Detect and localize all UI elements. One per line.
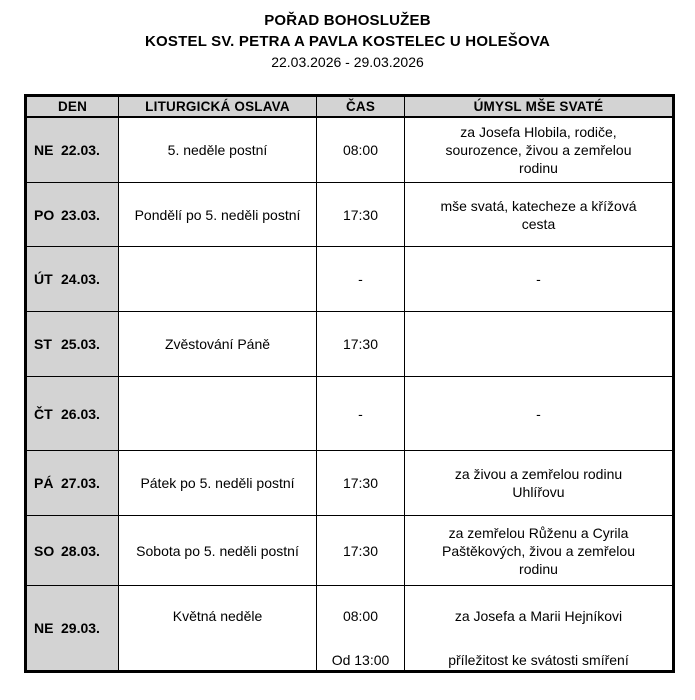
day-abbreviation: PÁ	[34, 475, 54, 491]
intention-cell: za živou a zemřelou rodinu Uhlířovu	[405, 451, 674, 516]
time-cell: -	[317, 247, 405, 312]
celebration-cell	[119, 586, 317, 672]
column-header-intention: ÚMYSL MŠE SVATÉ	[405, 96, 674, 117]
schedule-table	[24, 94, 675, 673]
intention-cell: za zemřelou Růženu a Cyrila Paštěkových, živou a zemřelou rodinu	[405, 516, 674, 586]
celebration-cell: Pondělí po 5. neděli postní	[119, 183, 317, 247]
table-row	[26, 586, 674, 672]
celebration-secondary	[119, 646, 316, 670]
day-abbreviation: NE	[34, 141, 54, 158]
time-cell: 17:30	[317, 516, 405, 586]
intention-cell: -	[405, 377, 674, 451]
day-date: 26.03.	[61, 405, 100, 422]
day-abbreviation: SO	[34, 542, 55, 559]
document-header	[0, 0, 695, 73]
time-primary: 08:00	[342, 608, 379, 624]
day-cell	[26, 183, 119, 247]
time-cell: 17:30	[317, 312, 405, 377]
church-name: KOSTEL SV. PETRA A PAVLA KOSTELEC U HOLEŠOVA	[145, 33, 550, 50]
intention-cell: mše svatá, katecheze a křížová cesta	[405, 183, 674, 247]
day-date: 23.03.	[61, 206, 100, 223]
celebration-cell	[119, 377, 317, 451]
table-row	[26, 183, 674, 247]
time-secondary: Od 13:00	[331, 652, 390, 668]
column-header-time: ČAS	[317, 96, 405, 117]
day-cell	[26, 117, 119, 183]
document-title: POŘAD BOHOSLUŽEB	[264, 12, 431, 29]
day-abbreviation: PO	[34, 206, 55, 223]
date-range: 22.03.2026 - 29.03.2026	[271, 54, 424, 70]
time-cell: 17:30	[317, 183, 405, 247]
column-header-day: DEN	[26, 96, 119, 117]
table-row	[26, 377, 674, 451]
table-row	[26, 312, 674, 377]
intention-cell: -	[405, 247, 674, 312]
day-date: 22.03.	[61, 141, 100, 158]
day-cell	[26, 586, 119, 672]
table-header-row	[26, 96, 674, 117]
celebration-cell: Zvěstování Páně	[119, 312, 317, 377]
day-cell	[26, 312, 119, 377]
day-date: 24.03.	[61, 271, 100, 287]
day-cell	[26, 377, 119, 451]
table-row	[26, 516, 674, 586]
table-row	[26, 247, 674, 312]
day-date: 28.03.	[61, 542, 100, 559]
day-abbreviation: ÚT	[34, 271, 53, 287]
intention-cell: za Josefa Hlobila, rodiče, sourozence, živou a zemřelou rodinu	[405, 117, 674, 183]
celebration-cell: Pátek po 5. neděli postní	[119, 451, 317, 516]
time-cell: 17:30	[317, 451, 405, 516]
day-abbreviation: ČT	[34, 405, 53, 422]
time-cell: 08:00	[317, 117, 405, 183]
intention-primary: za Josefa a Marii Hejníkovi	[454, 608, 623, 624]
day-date: 25.03.	[61, 336, 100, 352]
day-cell	[26, 516, 119, 586]
day-cell	[26, 451, 119, 516]
table-row	[26, 451, 674, 516]
intention-cell	[405, 586, 674, 672]
time-cell: -	[317, 377, 405, 451]
intention-cell	[405, 312, 674, 377]
celebration-cell: 5. neděle postní	[119, 117, 317, 183]
column-header-celebration: LITURGICKÁ OSLAVA	[119, 96, 317, 117]
day-date: 29.03.	[61, 620, 100, 636]
day-date: 27.03.	[61, 475, 100, 491]
celebration-cell: Sobota po 5. neděli postní	[119, 516, 317, 586]
intention-secondary: příležitost ke svátosti smíření	[448, 652, 629, 668]
day-cell	[26, 247, 119, 312]
day-abbreviation: NE	[34, 620, 54, 636]
day-abbreviation: ST	[34, 336, 52, 352]
celebration-primary: Květná neděle	[172, 608, 263, 624]
time-cell	[317, 586, 405, 672]
celebration-cell	[119, 247, 317, 312]
table-row	[26, 117, 674, 183]
